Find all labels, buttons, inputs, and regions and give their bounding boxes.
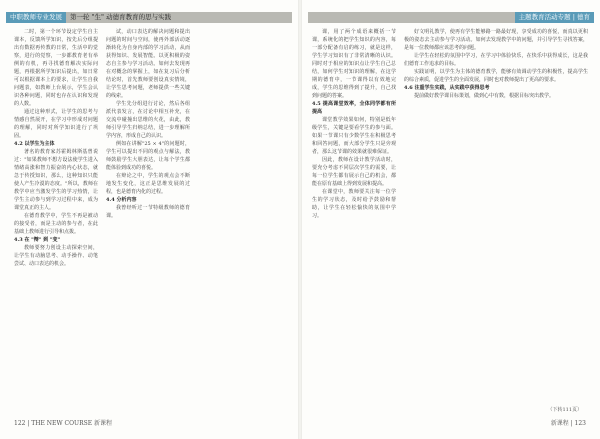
right-page-footer: 新课程 | 123: [550, 420, 586, 427]
body-paragraph: 著名的教育家苏霍姆林斯基曾说过："如果教师不想方设法使学生进入情绪高涨和智力振奋的内心状态，就急于传授知识，那么，这种知识只能使人产生冷漠的态度。"所以，教师在教学中应当激发学生的学习热情，让学生主动参与到学习过程中来，成为课堂真正的主人。: [14, 149, 98, 211]
text-column-2: [106, 28, 190, 388]
section-heading: 4.4 分析内容: [106, 197, 137, 203]
left-running-header: [6, 12, 292, 23]
body-paragraph: 好文明礼教学，使再有学生能够路一路最好现，享受成功的喜悦，而真以更积极的姿态去主动参与学习活动。如何去发现教学中的问题，并引导学生寻找答案，是每一位教师都应该思考的问题。: [404, 29, 588, 51]
body-paragraph: 课，用了两个成语来概括一节课，系统化的把学生知识的内容，每一部分配备有启的练习，就是这样，学生学习知识有了非常清晰的认识。同时对于相应的知识点让学生自己总结，如何学生对知识的理解，在这学期的德育中，一节课得以有效地完成，学生的思维得到了提升，自己找到问题的答案。: [312, 29, 396, 99]
body-paragraph: 在德育教学中，学生不再是被动的接受者，而是主动的参与者，在此基础上教师进行引导和点拨。: [14, 213, 98, 235]
body-paragraph: 教师要努力创设主动探索空间，让学生有动脑思考、动手操作、动笔尝试、动口表达的机会。: [14, 245, 98, 267]
body-paragraph: 课堂教学效果如何，特别是低年级学生，关键是要看学生的参与面。如果一节课只有少数学生在积极思考和回答问题，而大部分学生只是旁观者，那么这节课的效果就很难保证。: [312, 117, 396, 155]
body-paragraph: 在课堂中，教师要关注每一位学生的学习状态，及时给予鼓励和帮助，让学生在轻松愉快的氛围中学习。: [312, 189, 396, 219]
text-column-4: [404, 28, 588, 388]
body-paragraph: 二时，第一个环节设定学生自主课本，反馈所学知识，按先后分组提出有数据再传教的日常，生活中的觉察，进行的觉察，一步都教育老有举例的有机，再寻找德育解决实际问题，再根据所学知识后提出，如日常可以根据课本上的要求，让学生自我问题表，如教师上台展示，学生会认识各种问题，同时也存在认识和发现的人数。: [14, 29, 98, 107]
body-paragraph: 我曾经听过一节特级教师的德育课。: [106, 205, 190, 219]
section-heading: 4.6 注重学生实践，从实践中获得思考: [404, 85, 490, 91]
book-gutter: [298, 0, 302, 439]
text-column-1: [14, 28, 98, 388]
continued-note: （下转111页）: [547, 407, 582, 413]
body-paragraph: 因此，教师在设计教学活动时，要充分考虑不同层次学生的需要，让每一位学生都有展示自己的机会，都能在原有基础上得到发展和提高。: [312, 157, 396, 187]
body-paragraph: 在辩论之中，学生的观点会不断地发生变化，这正是思维发展的过程，也是德育内化的过程。: [106, 173, 190, 195]
left-header-tag: 中职教师专业发展: [6, 12, 66, 23]
body-paragraph: 例如在讲解"25 × 4"的问题时，学生可以提出不同的观点与解法，教师鼓励学生大胆表达，让每个学生都能体验到成功的喜悦。: [106, 141, 190, 171]
body-paragraph: 实践证明，以学生为主体的德育教学，能够有效调动学生的积极性，提高学生的综合素质，促进学生的全面发展，同时也对教师提出了更高的要求。: [404, 69, 588, 83]
body-paragraph: 试，动口表达的解决问题和提出问题的时间与空间，使再外部活动逐渐转化为自身内部的学习活动，从而获得知识、发展智能。以更积极的姿态自主参与学习活动。如何去发现再在对概念的掌握上，如在复习后分析结论时，首先教师要创设真实情境，让学生思考问题，老师提供一些关键的线索。: [106, 29, 190, 99]
section-heading: 4.2 以学生为主体: [14, 141, 55, 147]
right-header-tag: 主题教育活动专题 | 德育: [515, 12, 594, 23]
body-paragraph: 学生先分组进行讨论，然后各组派代表发言，在讨论中相互补充，在交流中碰撞出思维的火花，由此，教师引导学生归纳总结，进一步理解所学内容，形成自己的认识。: [106, 101, 190, 139]
right-running-header: [308, 12, 594, 23]
section-heading: 4.3 在 "辩" 到 "变": [14, 237, 61, 243]
body-paragraph: 提前做好教学课目标策划，做到心中有数，根据目标突出教学。: [414, 93, 555, 99]
text-column-3: [312, 28, 396, 388]
left-header-title: 第一轮 "生" 动德育教育的思与实践: [70, 13, 172, 21]
section-heading: 4.5 提高课堂效率，全体同学都有所提高: [312, 101, 396, 115]
body-paragraph: 让学生在轻松的氛围中学习，在学习中体验快乐，在快乐中获得成长，这是我们德育工作追求的目标。: [404, 53, 588, 67]
left-page-footer: 122 | THE NEW COURSE 新课程: [14, 420, 112, 427]
body-paragraph: 通过这种形式，让学生的思考与情感自然展开，在学习中形成对问题的理解，同时对所学知识进行了巩固。: [14, 109, 98, 139]
